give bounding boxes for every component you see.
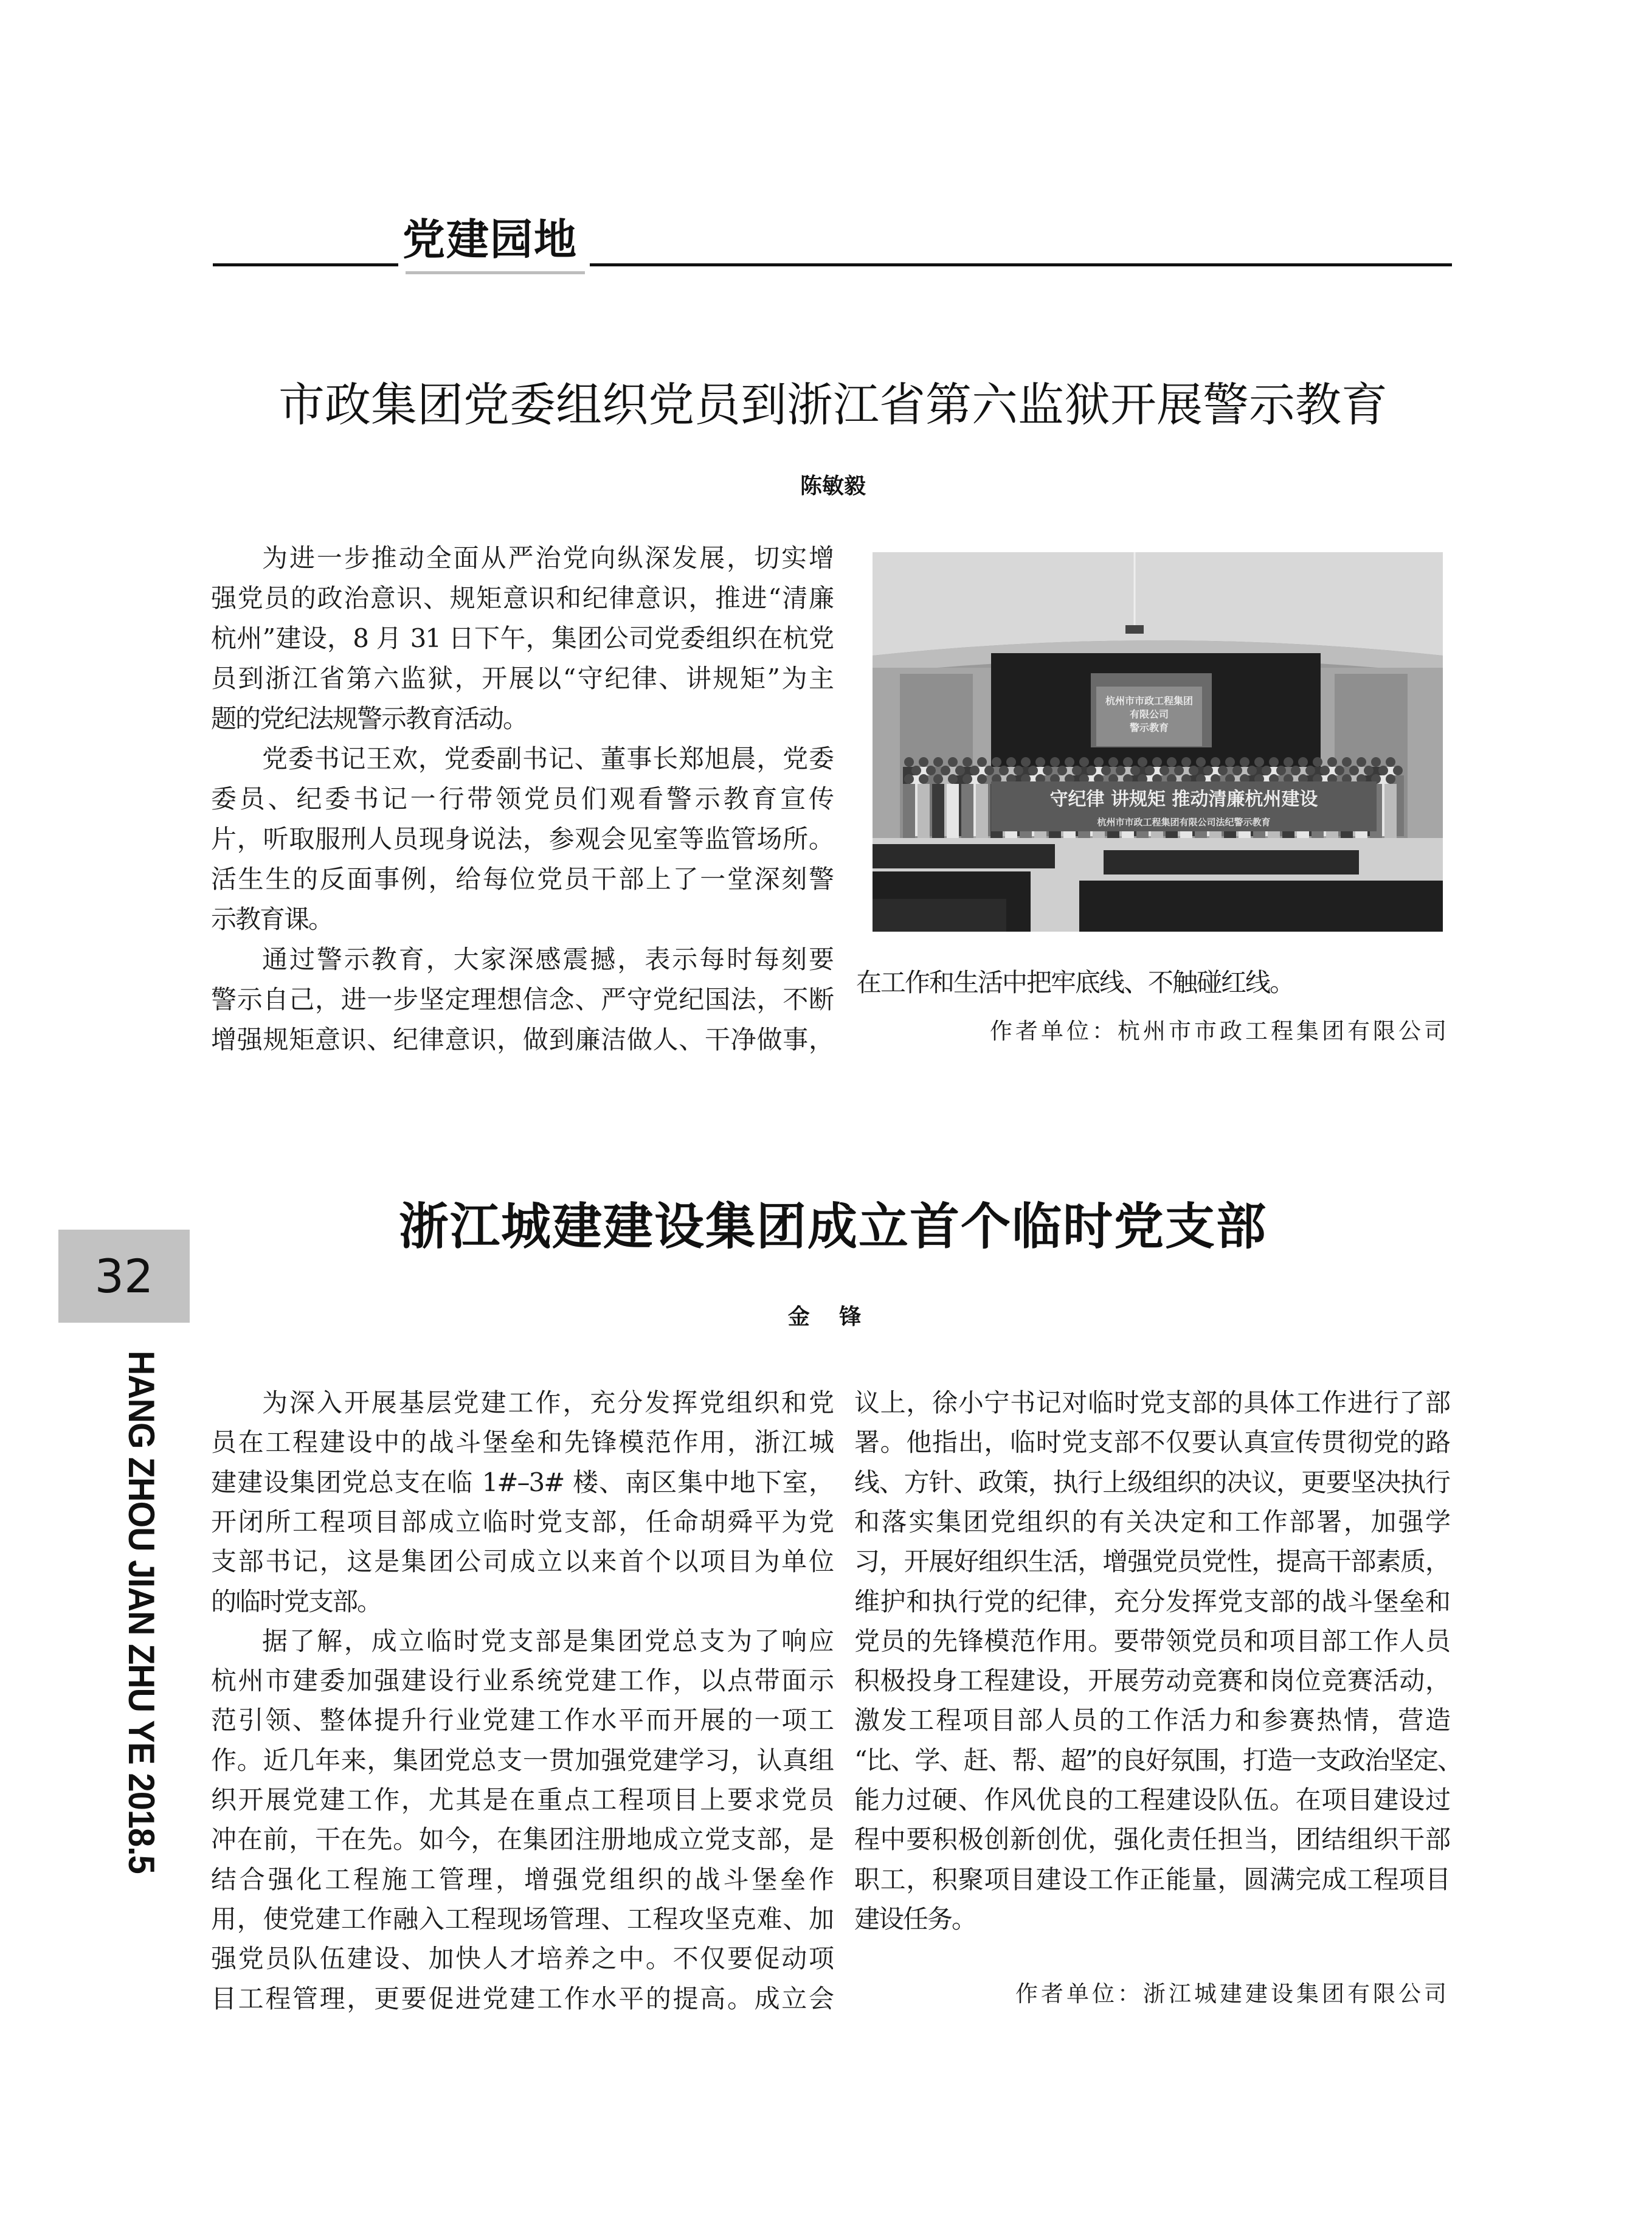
page-number: 32 (94, 1249, 154, 1303)
text-line: 署。他指出，临时党支部不仅要认真宣传贯彻党的路 (854, 1427, 1450, 1458)
text-line: 增强规矩意识、纪律意识，做到廉洁做人、干净做事， (211, 1025, 833, 1055)
text-line: 冲在前，干在先。如今，在集团注册地成立党支部，是 (211, 1824, 833, 1855)
text-line: 目工程管理，更要促进党建工作水平的提高。成立会 (211, 1983, 833, 2014)
text-line: 作。近几年来，集团党总支一贯加强党建学习，认真组 (211, 1745, 833, 1775)
text-line: 在工作和生活中把牢底线、不触碰红线。 (856, 968, 1294, 997)
text-line: 题的党纪法规警示教育活动。 (211, 704, 528, 733)
screen-text-line-2: 有限公司 (1129, 708, 1169, 720)
section-title-underline (406, 271, 585, 274)
screen-text-line-1: 杭州市市政工程集团 (1105, 695, 1194, 707)
text-line: 程中要积极创新创优，强化责任担当，团结组织干部 (854, 1824, 1450, 1855)
article1-byline: 作者单位：杭州市市政工程集团有限公司 (990, 1018, 1450, 1044)
group-photo-image (873, 552, 1443, 932)
text-line: 习，开展好组织生活，增强党员党性，提高干部素质， (854, 1546, 1450, 1577)
text-line: 用，使党建工作融入工程现场管理、工程攻坚克难、加 (211, 1903, 833, 1934)
text-line: 职工，积聚项目建设工作正能量，圆满完成工程项目 (854, 1864, 1450, 1894)
text-line: 党员的先锋模范作用。要带领党员和项目部工作人员 (854, 1626, 1450, 1656)
text-line: 的临时党支部。 (211, 1586, 382, 1616)
article1-photo (873, 552, 1443, 932)
page-number-box (58, 1230, 190, 1323)
text-line: 片，听取服刑人员现身说法，参观会见室等监管场所。 (211, 824, 833, 854)
text-line: 织开展党建工作，尤其是在重点工程项目上要求党员 (211, 1785, 833, 1815)
text-line: 能力过硬、作风优良的工程建设队伍。在项目建设过 (854, 1785, 1450, 1815)
banner-main-text: 守纪律 讲规矩 推动清廉杭州建设 (1049, 789, 1318, 810)
text-line: 建设任务。 (854, 1903, 976, 1934)
text-line: 据了解，成立临时党支部是集团党总支为了响应 (262, 1626, 833, 1656)
text-line: 支部书记，这是集团公司成立以来首个以项目为单位 (211, 1546, 833, 1577)
text-line: 委员、纪委书记一行带领党员们观看警示教育宣传 (211, 784, 833, 814)
article2-author: 金 锋 (787, 1304, 873, 1329)
text-line: “比、学、赶、帮、超”的良好氛围，打造一支政治坚定、 (854, 1745, 1462, 1775)
text-line: 为深入开展基层党建工作，充分发挥党组织和党 (262, 1388, 833, 1418)
text-line: 强党员的政治意识、规矩意识和纪律意识，推进“清廉 (211, 583, 833, 613)
article2-byline: 作者单位：浙江城建建设集团有限公司 (1015, 1981, 1450, 2007)
text-line: 激发工程项目部人员的工作活力和参赛热情，营造 (854, 1705, 1450, 1736)
article1-author: 陈敏毅 (800, 474, 866, 499)
journal-name-text: HANG ZHOU JIAN ZHU YE 2018.5 (121, 1351, 162, 1874)
text-line: 议上，徐小宁书记对临时党支部的具体工作进行了部 (854, 1388, 1450, 1418)
text-line: 示教育课。 (211, 904, 333, 934)
text-line: 范引领、整体提升行业党建工作水平而开展的一项工 (211, 1705, 833, 1736)
text-line: 线、方针、政策，执行上级组织的决议，更要坚决执行 (854, 1467, 1450, 1497)
header-rule-right (590, 263, 1452, 266)
text-line: 维护和执行党的纪律，充分发挥党支部的战斗堡垒和 (854, 1586, 1450, 1616)
text-line: 员到浙江省第六监狱，开展以“守纪律、讲规矩”为主 (211, 663, 833, 693)
banner-sub-text: 杭州市市政工程集团有限公司法纪警示教育 (1097, 817, 1271, 828)
text-line: 建建设集团党总支在临 1#–3# 楼、南区集中地下室， (211, 1467, 833, 1497)
section-title: 党建园地 (403, 215, 578, 265)
text-line: 活生生的反面事例，给每位党员干部上了一堂深刻警 (211, 864, 833, 894)
text-line: 积极投身工程建设，开展劳动竞赛和岗位竞赛活动， (854, 1666, 1450, 1696)
text-line: 开闭所工程项目部成立临时党支部，任命胡舜平为党 (211, 1506, 833, 1537)
journal-name-vertical (121, 1351, 162, 1913)
text-line: 和落实集团党组织的有关决定和工作部署，加强学 (854, 1506, 1450, 1537)
text-line: 为进一步推动全面从严治党向纵深发展，切实增 (262, 543, 833, 573)
text-line: 结合强化工程施工管理，增强党组织的战斗堡垒作 (211, 1864, 833, 1894)
text-line: 强党员队伍建设、加快人才培养之中。不仅要促动项 (211, 1944, 833, 1974)
screen-text-line-3: 警示教育 (1129, 722, 1169, 733)
text-line: 杭州市建委加强建设行业系统党建工作，以点带面示 (211, 1666, 833, 1696)
article1-title: 市政集团党委组织党员到浙江省第六监狱开展警示教育 (278, 378, 1388, 432)
text-line: 警示自己，进一步坚定理想信念、严守党纪国法，不断 (211, 985, 833, 1014)
text-line: 杭州”建设，8 月 31 日下午，集团公司党委组织在杭党 (211, 623, 833, 653)
text-line: 员在工程建设中的战斗堡垒和先锋模范作用，浙江城 (211, 1427, 833, 1458)
header-rule-left (213, 263, 398, 266)
text-line: 党委书记王欢，党委副书记、董事长郑旭晨，党委 (262, 744, 833, 774)
text-line: 通过警示教育，大家深感震撼，表示每时每刻要 (262, 944, 833, 974)
article2-title: 浙江城建建设集团成立首个临时党支部 (398, 1197, 1267, 1256)
